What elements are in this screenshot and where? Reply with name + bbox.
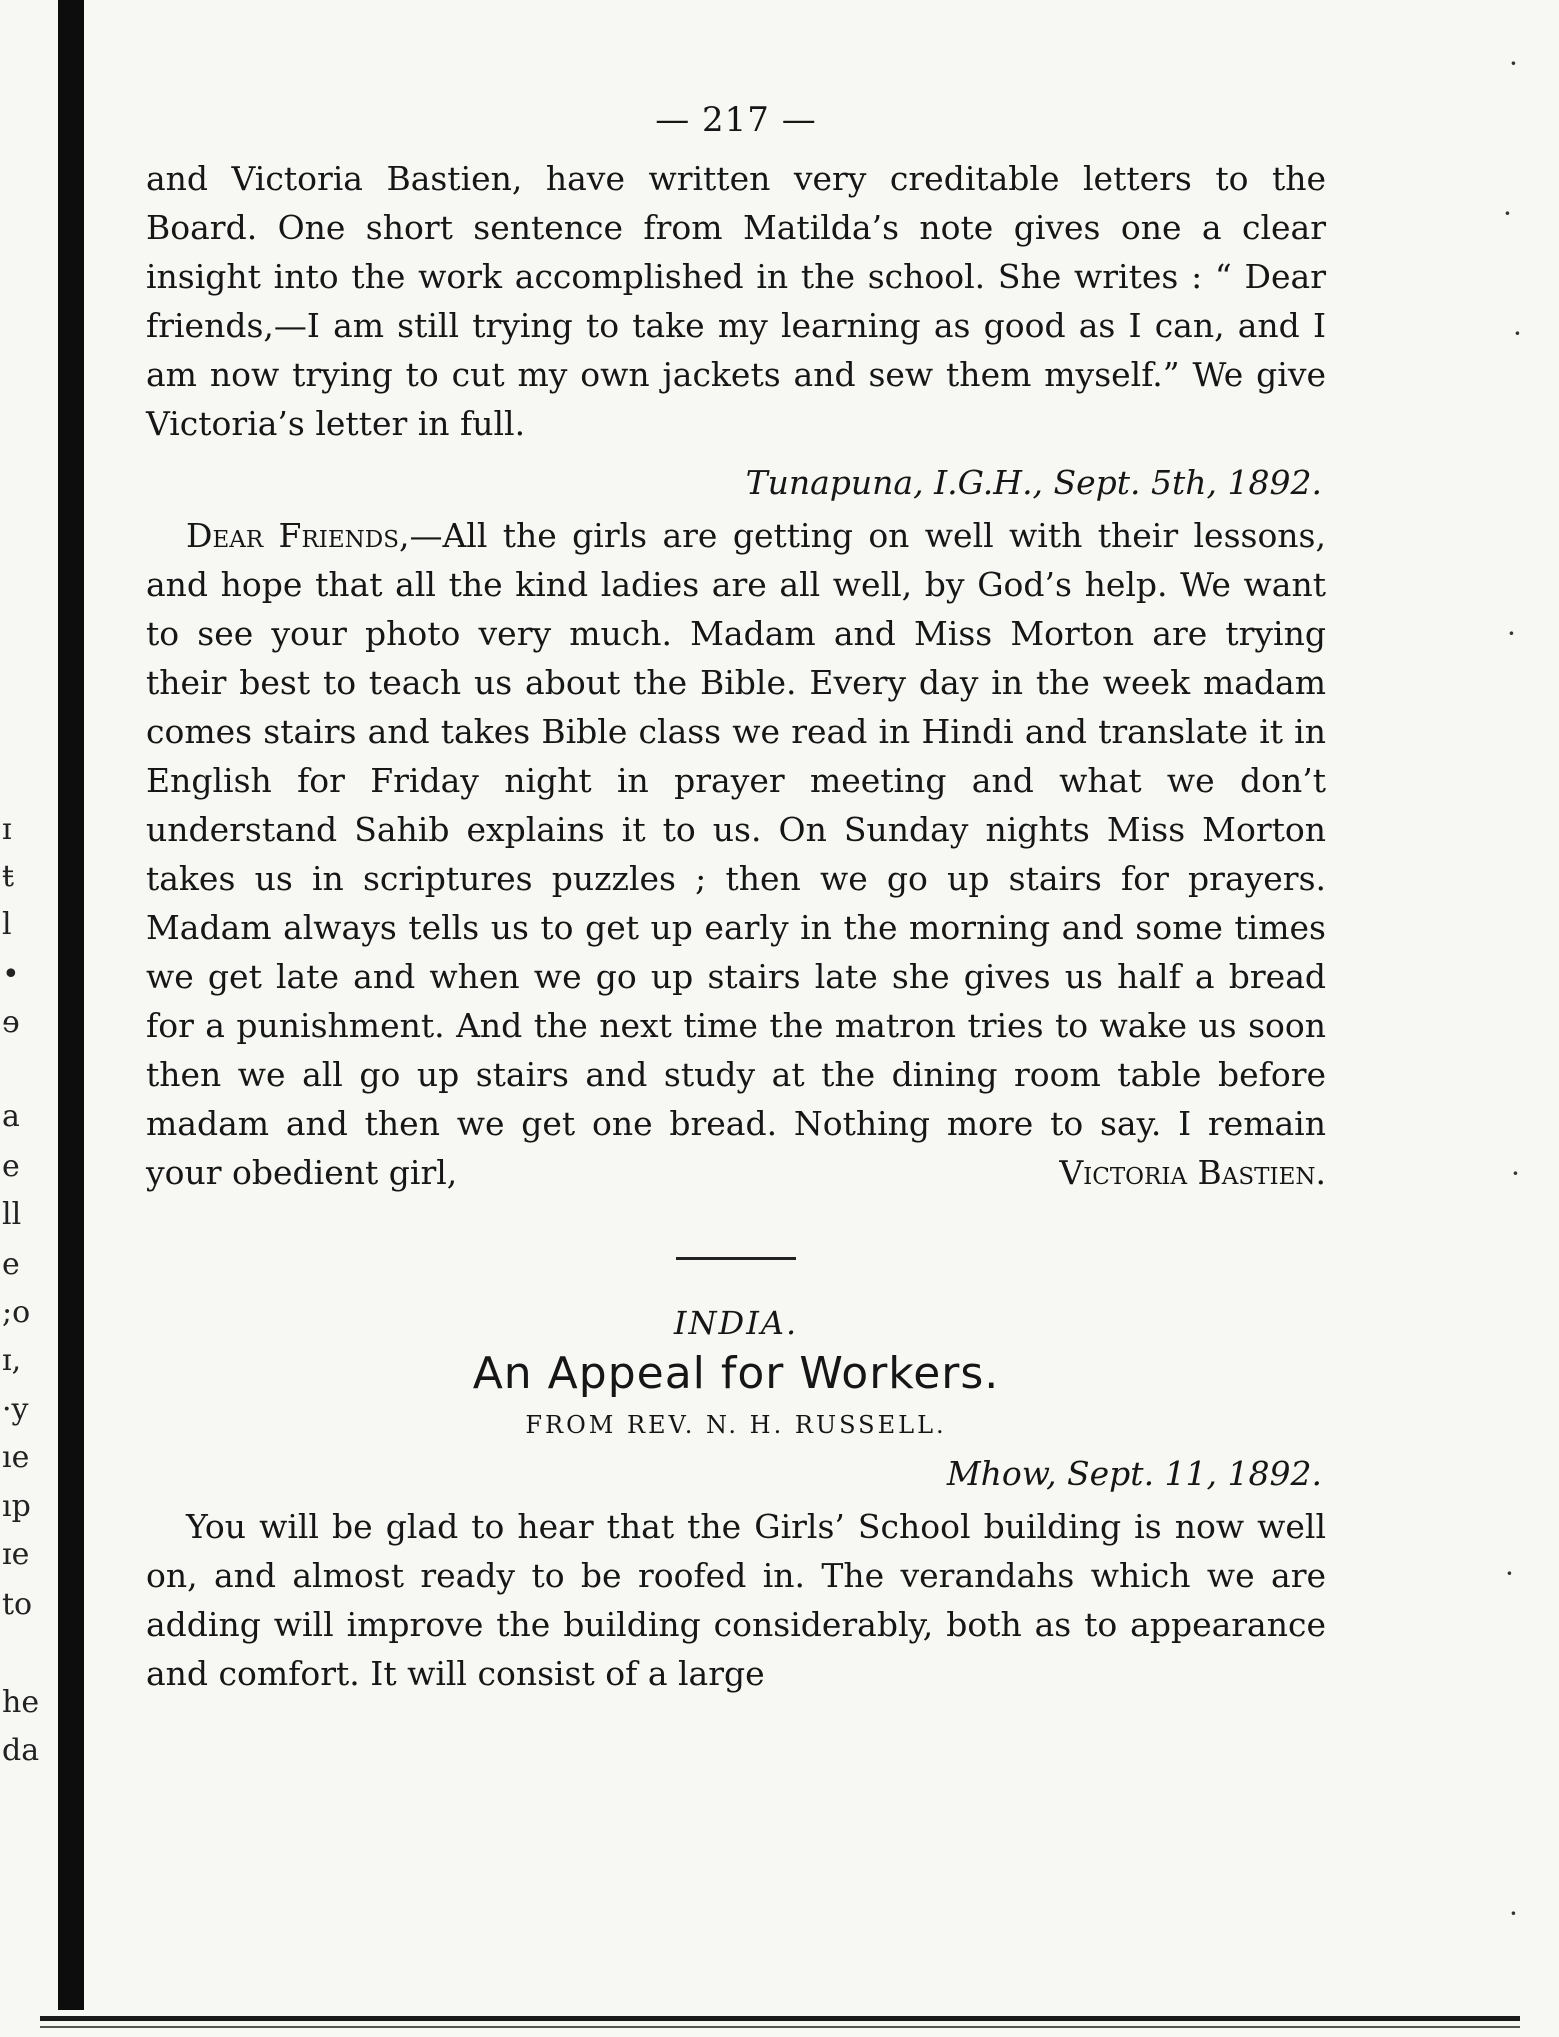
article-text: You will be glad to hear that the Girls’ School building is now well on, and almost ready to be roofed in. The verandahs which we are adding will improve the building considerably, both as to appearance and comfort. It will consist of a large <box>146 1507 1326 1693</box>
right-edge-specks: · · · · · · · <box>1503 47 1522 1930</box>
bottom-rule-thin <box>40 2026 1520 2028</box>
margin-fragment: he <box>2 1685 40 1720</box>
margin-fragment: e <box>2 1149 20 1184</box>
margin-fragment: ıe <box>2 1440 30 1475</box>
margin-fragment: ɪ, <box>2 1343 22 1378</box>
page-content <box>146 100 1326 1698</box>
page-number: — 217 — <box>655 100 817 140</box>
letter-body <box>146 511 1326 1197</box>
article-region: INDIA. <box>673 1304 799 1342</box>
margin-fragment: ɪ <box>2 812 12 847</box>
margin-fragment: ;o <box>2 1295 31 1330</box>
margin-fragment: ıp <box>2 1489 31 1524</box>
margin-fragment: ɪe <box>2 1537 30 1572</box>
margin-fragment: ll <box>2 1197 22 1232</box>
margin-fragment: l <box>2 907 12 942</box>
margin-fragment: da <box>2 1733 40 1768</box>
intro-paragraph: and Victoria Bastien, have written very creditable letters to the Board. One short sentence from Matilda’s note gives one a clear insight into the work accomplished in the school. She writes : “ Dear friends,—I am still trying to take my learning as good as I can, and I am now trying to cut my own jackets and sew them myself.” We give Victoria’s letter in full. <box>146 159 1326 443</box>
letter-dateline: Tunapuna, I.G.H., Sept. 5th, 1892. <box>745 463 1322 502</box>
margin-fragment: • <box>2 957 20 992</box>
left-margin-fragments <box>0 0 56 2037</box>
article-byline: FROM REV. N. H. RUSSELL. <box>525 1411 947 1439</box>
margin-fragment: ·y <box>2 1392 29 1427</box>
margin-fragment: to <box>2 1587 33 1622</box>
letter-text: —All the girls are getting on well with their lessons, and hope that all the kind ladies are all well, by God’s help. We want to see your photo very much. Madam and Miss Morton are trying their best to teach us about the Bible. Every day in the week madam comes stairs and takes Bible class we read in Hindi and translate it in English for Friday night in prayer meeting and what we don’t understand Sahib explains it to us. On Sunday nights Miss Morton takes us in scriptures puzzles ; then we go up stairs for prayers. Madam always tells us to get up early in the morning and some times we get late and when we go up stairs late she gives us half a bread for a punishment. And the next time the matron tries to wake us soon then we all go up stairs and study at the dining room table before madam and then we get one bread. Nothing more to say. I remain your obedient girl, <box>146 516 1326 1192</box>
article-body <box>146 1502 1326 1698</box>
article-title: An Appeal for Workers. <box>472 1348 1000 1399</box>
margin-fragment: ŧ <box>2 859 15 894</box>
margin-fragment: e <box>2 1247 20 1282</box>
margin-fragment: a <box>2 1099 20 1134</box>
letter-signature: Victoria Bastien. <box>1059 1153 1326 1192</box>
bottom-rule <box>40 2016 1520 2021</box>
section-divider <box>676 1257 796 1260</box>
article-dateline: Mhow, Sept. 11, 1892. <box>946 1454 1322 1493</box>
margin-fragment: ɘ <box>2 1005 20 1040</box>
letter-salutation: Dear Friends, <box>186 516 410 555</box>
binding-shadow <box>58 0 84 2010</box>
